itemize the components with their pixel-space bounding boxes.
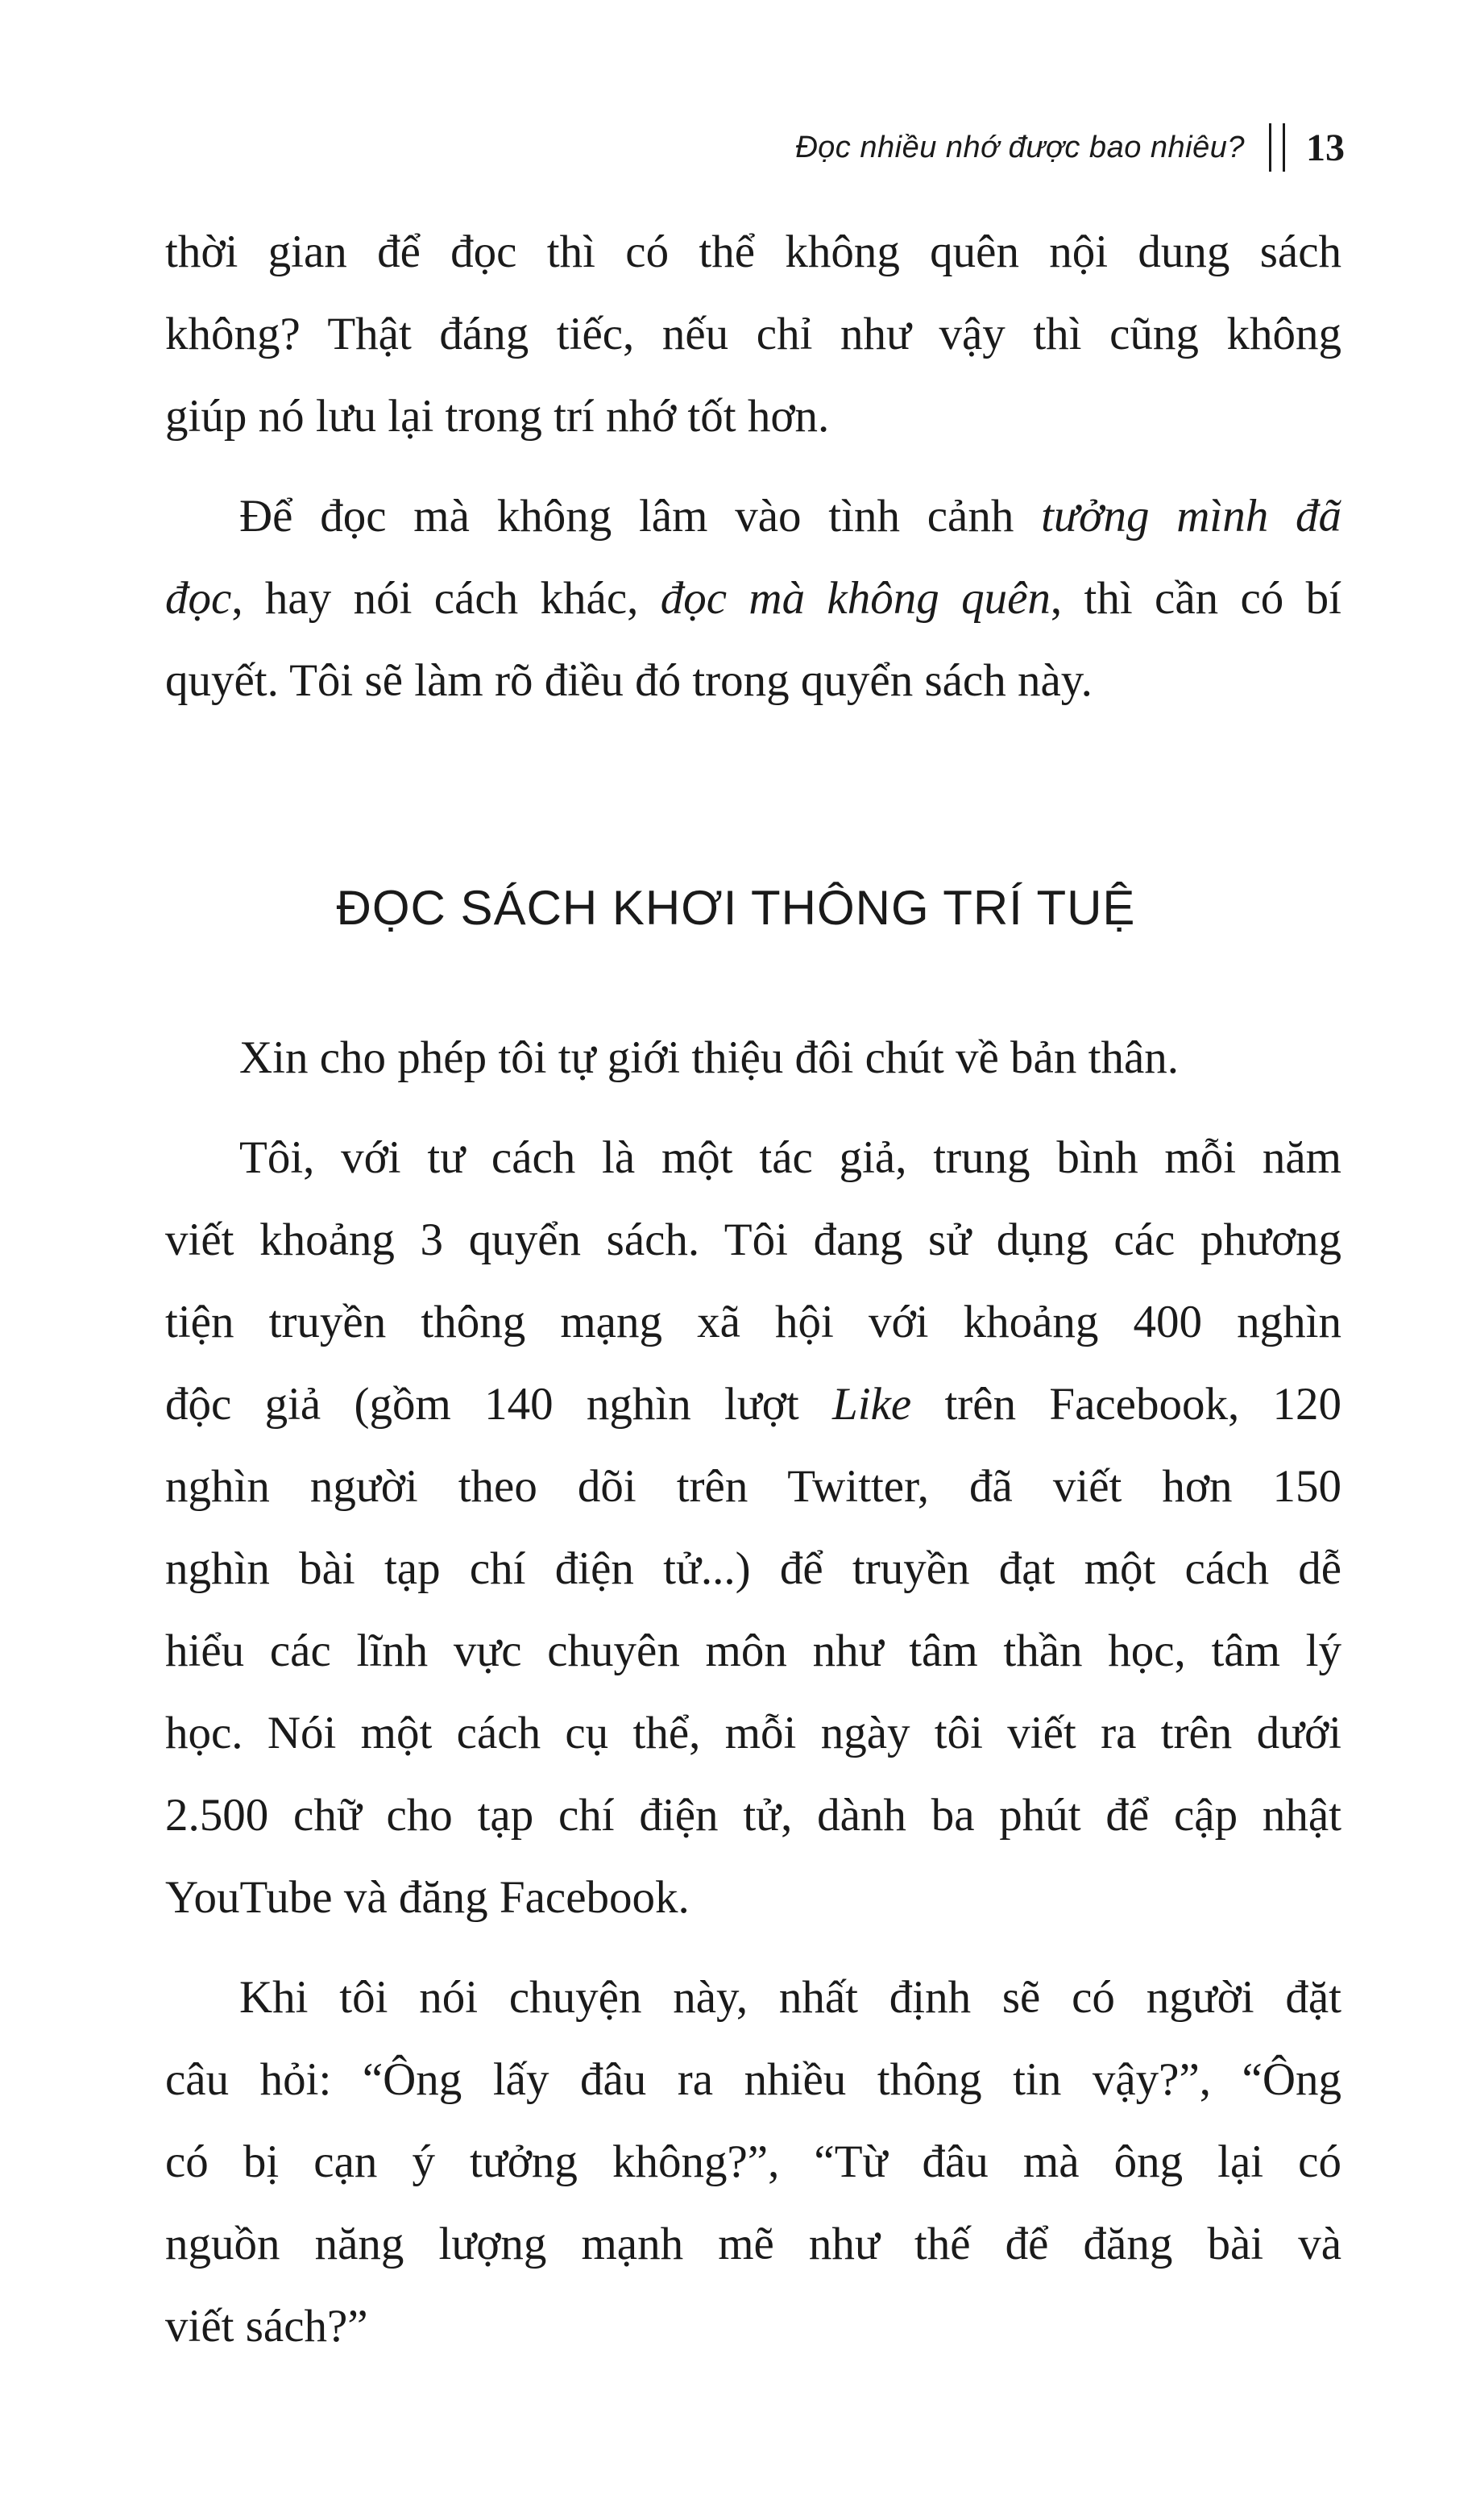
paragraph [165, 1017, 1341, 1099]
paragraph [165, 211, 1341, 458]
text-line: thời gian để đọc thì có thể không quên nội dung sách [165, 226, 1341, 277]
text-block-bottom [165, 1017, 1341, 2368]
text-line: nghìn bài tạp chí điện tử...) để truyền đạt một cách dễ [165, 1543, 1341, 1594]
section-heading: ĐỌC SÁCH KHƠI THÔNG TRÍ TUỆ [336, 881, 1136, 935]
header-divider [1269, 123, 1285, 172]
text-line: giúp nó lưu lại trong trí nhớ tốt hơn. [165, 391, 830, 442]
text-run: Để đọc mà không lâm vào tình cảnh [239, 491, 1042, 542]
text-line: Tôi, với tư cách là một tác giả, trung bình mỗi năm [239, 1132, 1341, 1183]
text-line: hiểu các lĩnh vực chuyên môn như tâm thần học, tâm lý [165, 1625, 1341, 1676]
text-line: quyết. Tôi sẽ làm rõ điều đó trong quyển sách này. [165, 655, 1093, 706]
text-line: câu hỏi: “Ông lấy đâu ra nhiều thông tin vậy?”, “Ông [165, 2054, 1341, 2105]
text-run: , thì cần có bí [1050, 573, 1341, 624]
paragraph [165, 475, 1341, 722]
running-header [795, 119, 1345, 176]
text-line: YouTube và đăng Facebook. [165, 1872, 690, 1923]
text-run: , hay nói cách khác, [231, 573, 661, 624]
italic-phrase: tưởng mình đã [1041, 491, 1341, 542]
text-line [165, 558, 1341, 640]
text-line: viết khoảng 3 quyển sách. Tôi đang sử dụng các phương [165, 1214, 1341, 1265]
text-line: Xin cho phép tôi tự giới thiệu đôi chút về bản thân. [239, 1032, 1179, 1083]
text-line: học. Nói một cách cụ thể, mỗi ngày tôi viết ra trên dưới [165, 1708, 1341, 1758]
paragraph [165, 1957, 1341, 2368]
text-line: viết sách?” [165, 2301, 368, 2352]
text-run: độc giả (gồm 140 nghìn lượt [165, 1379, 833, 1430]
text-line: tiện truyền thông mạng xã hội với khoảng 400 nghìn [165, 1297, 1341, 1347]
text-line [165, 1364, 1341, 1446]
page-number: 13 [1306, 126, 1345, 169]
text-run: trên Facebook, 120 [911, 1379, 1341, 1430]
running-title: Đọc nhiều nhớ được bao nhiêu? [795, 130, 1245, 164]
paragraph [165, 1117, 1341, 1939]
italic-phrase: đọc [165, 573, 232, 624]
text-line: 2.500 chữ cho tạp chí điện tử, dành ba phút để cập nhật [165, 1790, 1341, 1841]
text-line: nghìn người theo dõi trên Twitter, đã viết hơn 150 [165, 1461, 1341, 1512]
text-line [165, 475, 1341, 558]
italic-phrase: Like [832, 1379, 912, 1430]
text-line: có bị cạn ý tưởng không?”, “Từ đâu mà ông lại có [165, 2136, 1341, 2187]
text-line: Khi tôi nói chuyện này, nhất định sẽ có người đặt [239, 1972, 1341, 2023]
text-line: nguồn năng lượng mạnh mẽ như thế để đăng bài và [165, 2219, 1341, 2269]
text-line: không? Thật đáng tiếc, nếu chỉ như vậy thì cũng không [165, 309, 1341, 359]
italic-phrase: đọc mà không quên [660, 573, 1051, 624]
text-block-top [165, 211, 1341, 722]
